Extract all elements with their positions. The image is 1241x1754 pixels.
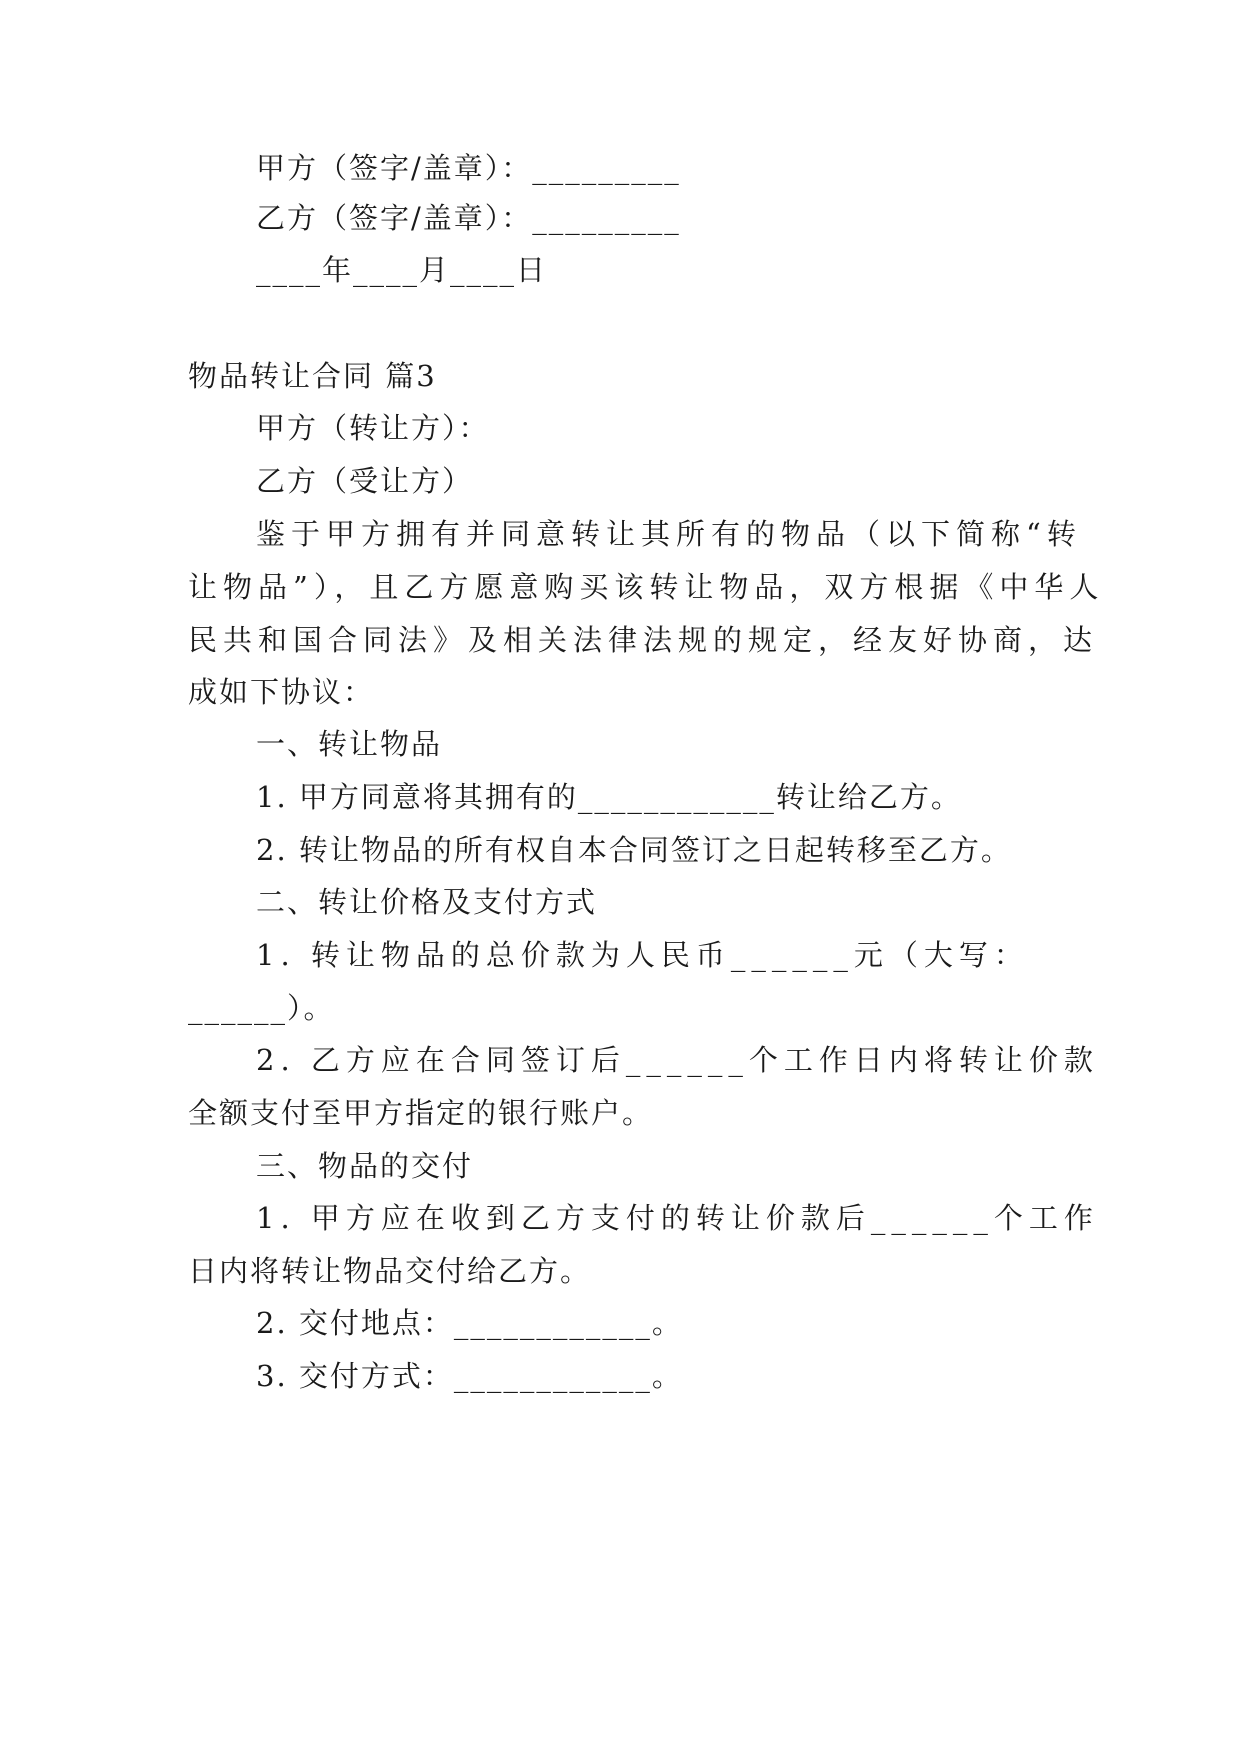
article-2-heading: 二、转让价格及支付方式 xyxy=(256,885,598,919)
party-b-signature-line: 乙方（签字/盖章）：_________ xyxy=(256,201,681,235)
article-3-item-3: 3. 交付方式：____________。 xyxy=(256,1359,683,1393)
preamble-line-4: 成如下协议： xyxy=(188,675,375,709)
article-2-item-1-line-1: 1. 转让物品的总价款为人民币______元（大写： xyxy=(256,938,1029,972)
date-line: ____年____月____日 xyxy=(256,253,548,287)
preamble-line-2: 让物品”），且乙方愿意购买该转让物品，双方根据《中华人 xyxy=(188,570,1105,604)
article-3-item-1-line-2: 日内将转让物品交付给乙方。 xyxy=(188,1254,592,1288)
article-1-item-1: 1. 甲方同意将其拥有的____________转让给乙方。 xyxy=(256,780,962,814)
article-2-item-2-line-2: 全额支付至甲方指定的银行账户。 xyxy=(188,1096,654,1130)
party-b-transferee: 乙方（受让方） xyxy=(256,464,474,498)
section-title: 物品转让合同 篇3 xyxy=(188,359,437,393)
article-2-item-1-line-2: ______）。 xyxy=(188,991,335,1025)
article-3-item-2: 2. 交付地点：____________。 xyxy=(256,1306,683,1340)
preamble-line-1: 鉴于甲方拥有并同意转让其所有的物品（以下简称“转 xyxy=(256,517,1082,551)
article-3-heading: 三、物品的交付 xyxy=(256,1149,474,1183)
party-a-transferor: 甲方（转让方）： xyxy=(256,411,490,445)
article-1-heading: 一、转让物品 xyxy=(256,727,443,761)
party-a-signature-line: 甲方（签字/盖章）：_________ xyxy=(256,151,681,185)
article-3-item-1-line-1: 1. 甲方应在收到乙方支付的转让价款后______个工作 xyxy=(256,1201,1099,1235)
article-1-item-2: 2. 转让物品的所有权自本合同签订之日起转移至乙方。 xyxy=(256,833,1012,867)
article-2-item-2-line-1: 2. 乙方应在合同签订后______个工作日内将转让价款 xyxy=(256,1043,1099,1077)
preamble-line-3: 民共和国合同法》及相关法律法规的规定，经友好协商，达 xyxy=(188,623,1099,657)
